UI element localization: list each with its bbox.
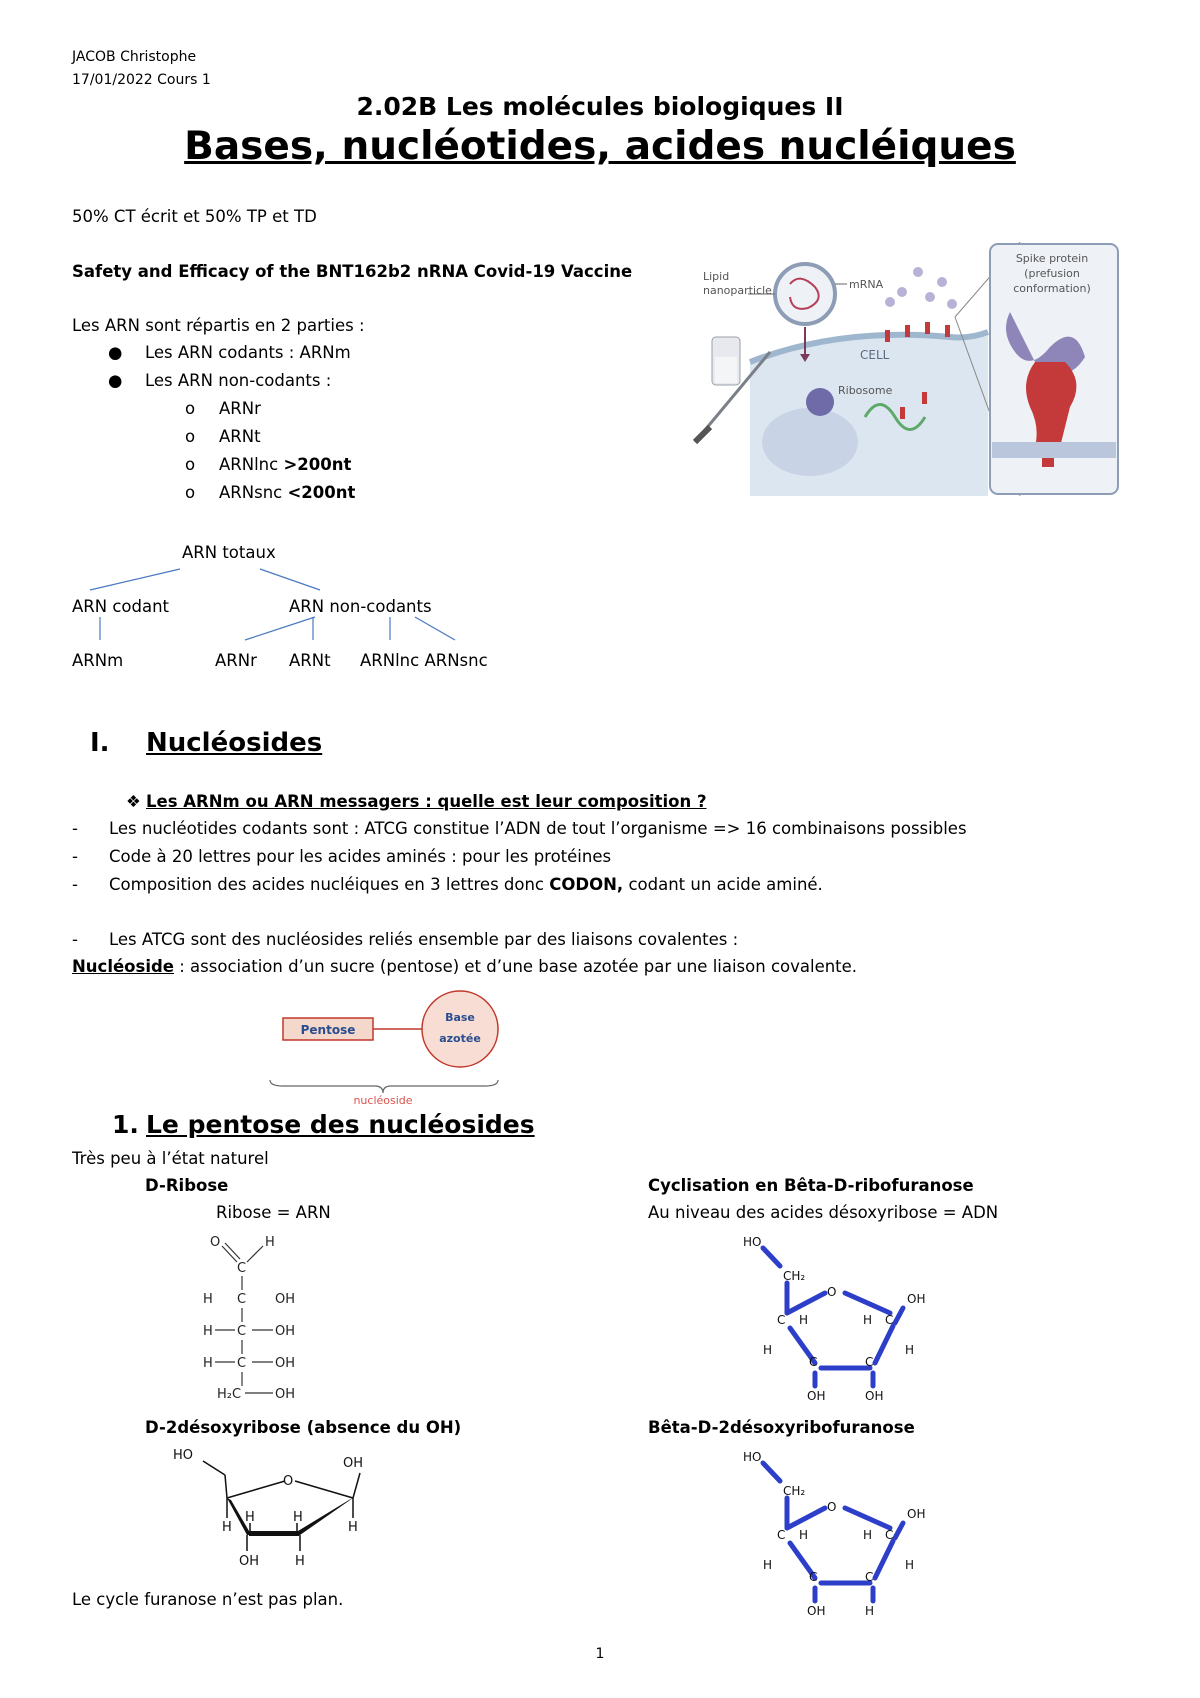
ribosome-icon bbox=[806, 388, 834, 416]
section-numeral: I. bbox=[90, 728, 110, 758]
sub-item-arnr: ARNr bbox=[219, 399, 261, 418]
svg-text:CH₂: CH₂ bbox=[783, 1484, 806, 1498]
sub-bullet-marker: o bbox=[185, 427, 196, 446]
svg-text:HO: HO bbox=[743, 1450, 762, 1464]
svg-text:C: C bbox=[809, 1355, 818, 1369]
bullet-arn-codants: Les ARN codants : ARNm bbox=[145, 343, 351, 362]
lipid-nanoparticle-icon bbox=[775, 264, 835, 324]
svg-text:H: H bbox=[295, 1554, 305, 1569]
svg-text:C: C bbox=[237, 1261, 247, 1276]
svg-text:HO: HO bbox=[173, 1448, 194, 1463]
svg-text:H: H bbox=[763, 1558, 773, 1572]
cell-label: CELL bbox=[860, 348, 890, 362]
sub-bullet-marker: o bbox=[185, 455, 196, 474]
dash-marker: - bbox=[72, 847, 78, 866]
ribosome-label: Ribosome bbox=[838, 384, 893, 397]
sub-bullet-marker: o bbox=[185, 399, 196, 418]
evaluation-text: 50% CT écrit et 50% TP et TD bbox=[72, 207, 317, 226]
svg-text:OH: OH bbox=[275, 1356, 296, 1371]
svg-text:OH: OH bbox=[807, 1604, 826, 1618]
svg-text:H: H bbox=[905, 1558, 915, 1572]
sub-item-arnsnc: ARNsnc <200nt bbox=[219, 483, 356, 502]
svg-text:OH: OH bbox=[907, 1507, 926, 1521]
d-deoxyribose-structure bbox=[165, 1443, 395, 1583]
svg-text:C: C bbox=[237, 1292, 247, 1307]
svg-text:OH: OH bbox=[343, 1456, 364, 1471]
d-ribose-structure bbox=[195, 1228, 305, 1408]
svg-text:H: H bbox=[348, 1520, 358, 1535]
mrna-label: mRNA bbox=[849, 278, 884, 291]
svg-text:C: C bbox=[865, 1355, 874, 1369]
svg-text:H: H bbox=[222, 1520, 232, 1535]
svg-text:H: H bbox=[203, 1324, 213, 1339]
svg-text:H: H bbox=[203, 1292, 213, 1307]
svg-text:OH: OH bbox=[807, 1389, 826, 1403]
svg-text:OH: OH bbox=[275, 1292, 296, 1307]
svg-text:O: O bbox=[210, 1235, 221, 1250]
svg-text:CH₂: CH₂ bbox=[783, 1269, 806, 1283]
dash-item-atcg: Les ATCG sont des nucléosides reliés ensemble par des liaisons covalentes : bbox=[109, 930, 739, 949]
svg-text:H: H bbox=[865, 1604, 875, 1618]
tree-edge bbox=[245, 617, 315, 640]
svg-text:C: C bbox=[777, 1528, 786, 1542]
date-course: 17/01/2022 Cours 1 bbox=[72, 72, 211, 88]
nucleoside-diagram bbox=[265, 985, 515, 1105]
subsection-title: Le pentose des nucléosides bbox=[146, 1110, 535, 1139]
tree-root: ARN totaux bbox=[182, 543, 276, 562]
vaccine-illustration bbox=[690, 242, 1120, 496]
svg-text:OH: OH bbox=[907, 1292, 926, 1306]
diamond-bullet-icon: ❖ bbox=[126, 792, 141, 811]
cyclisation-title: Cyclisation en Bêta-D-ribofuranose bbox=[648, 1176, 974, 1195]
svg-text:C: C bbox=[885, 1313, 894, 1327]
svg-text:O: O bbox=[827, 1285, 837, 1299]
sub-item-arnlnc: ARNlnc >200nt bbox=[219, 455, 352, 474]
subsection-number: 1. bbox=[112, 1110, 139, 1139]
dash-item-nucleotides: Les nucléotides codants sont : ATCG constitue l’ADN de tout l’organisme => 16 combinaisons possibles bbox=[109, 819, 967, 838]
base-label-2: azotée bbox=[439, 1032, 481, 1045]
svg-text:OH: OH bbox=[239, 1554, 260, 1569]
svg-text:C: C bbox=[777, 1313, 786, 1327]
composition-question: Les ARNm ou ARN messagers : quelle est leur composition ? bbox=[146, 792, 707, 811]
deoxyribose-title: D-2désoxyribose (absence du OH) bbox=[145, 1418, 462, 1437]
bullet-arn-non-codants: Les ARN non-codants : bbox=[145, 371, 332, 390]
svg-text:H: H bbox=[203, 1356, 213, 1371]
svg-text:H: H bbox=[293, 1510, 303, 1525]
natural-state-text: Très peu à l’état naturel bbox=[72, 1149, 269, 1168]
tree-leaf-arnr: ARNr bbox=[215, 651, 257, 670]
dash-item-codon: Composition des acides nucléiques en 3 lettres donc CODON, codant un acide aminé. bbox=[109, 875, 823, 894]
spike-label-1: Spike protein bbox=[1015, 252, 1089, 265]
svg-text:C: C bbox=[865, 1570, 874, 1584]
base-label-1: Base bbox=[445, 1011, 475, 1024]
ribose-title: D-Ribose bbox=[145, 1176, 229, 1195]
tree-edge bbox=[415, 617, 455, 640]
svg-text:H₂C: H₂C bbox=[217, 1387, 242, 1402]
arn-parts-text: Les ARN sont répartis en 2 parties : bbox=[72, 316, 365, 335]
brace bbox=[270, 1080, 498, 1093]
bullet-dot: ● bbox=[108, 343, 123, 362]
main-title: Bases, nucléotides, acides nucléiques bbox=[184, 124, 1016, 169]
tree-leaf-arnm: ARNm bbox=[72, 651, 124, 670]
lipid-label-2: nanoparticle bbox=[703, 284, 772, 297]
furanose-note: Le cycle furanose n’est pas plan. bbox=[72, 1590, 344, 1609]
svg-text:OH: OH bbox=[275, 1387, 296, 1402]
svg-text:C: C bbox=[237, 1356, 247, 1371]
sub-item-arnt: ARNt bbox=[219, 427, 261, 446]
dash-marker: - bbox=[72, 819, 78, 838]
svg-text:O: O bbox=[827, 1500, 837, 1514]
svg-text:H: H bbox=[763, 1343, 773, 1357]
nucleoside-caption: nucléoside bbox=[353, 1094, 413, 1105]
svg-text:H: H bbox=[863, 1528, 873, 1542]
sub-bullet-marker: o bbox=[185, 483, 196, 502]
svg-text:OH: OH bbox=[865, 1389, 884, 1403]
bullet-dot: ● bbox=[108, 371, 123, 390]
svg-text:C: C bbox=[809, 1570, 818, 1584]
svg-text:H: H bbox=[799, 1528, 809, 1542]
nucleoside-definition: Nucléoside : association d’un sucre (pentose) et d’une base azotée par une liaison covalente. bbox=[72, 957, 858, 976]
dash-item-code-20: Code à 20 lettres pour les acides aminés : pour les protéines bbox=[109, 847, 612, 866]
tree-edge bbox=[260, 569, 320, 590]
cyclisation-subtitle: Au niveau des acides désoxyribose = ADN bbox=[648, 1203, 999, 1222]
tree-left: ARN codant bbox=[72, 597, 170, 616]
spike-label-2: (prefusion bbox=[1024, 267, 1080, 280]
svg-text:H: H bbox=[799, 1313, 809, 1327]
vaccine-title: Safety and Efficacy of the BNT162b2 nRNA Covid-19 Vaccine bbox=[72, 262, 633, 281]
svg-text:C: C bbox=[885, 1528, 894, 1542]
svg-text:OH: OH bbox=[275, 1324, 296, 1339]
beta-deoxyribofuranose-structure bbox=[725, 1443, 935, 1623]
ribose-subtitle: Ribose = ARN bbox=[216, 1203, 331, 1222]
tree-leaf-lnc-snc: ARNlnc ARNsnc bbox=[360, 651, 488, 670]
tree-right: ARN non-codants bbox=[289, 597, 432, 616]
svg-text:H: H bbox=[245, 1510, 255, 1525]
svg-text:H: H bbox=[863, 1313, 873, 1327]
section-title: Nucléosides bbox=[146, 728, 323, 758]
base-circle bbox=[422, 991, 498, 1067]
lipid-label-1: Lipid bbox=[703, 270, 730, 283]
dash-marker: - bbox=[72, 930, 78, 949]
author: JACOB Christophe bbox=[72, 49, 197, 65]
beta-deoxyribofuranose-title: Bêta-D-2désoxyribofuranose bbox=[648, 1418, 915, 1437]
beta-ribofuranose-structure bbox=[725, 1228, 935, 1408]
svg-text:C: C bbox=[237, 1324, 247, 1339]
subtitle: 2.02B Les molécules biologiques II bbox=[356, 92, 844, 121]
tree-leaf-arnt: ARNt bbox=[289, 651, 331, 670]
svg-text:HO: HO bbox=[743, 1235, 762, 1249]
dash-marker: - bbox=[72, 875, 78, 894]
page-number: 1 bbox=[595, 1646, 605, 1662]
svg-text:O: O bbox=[283, 1474, 294, 1489]
pentose-label: Pentose bbox=[300, 1023, 356, 1037]
svg-text:H: H bbox=[265, 1235, 275, 1250]
spike-label-3: conformation) bbox=[1013, 282, 1091, 295]
svg-text:H: H bbox=[905, 1343, 915, 1357]
tree-edge bbox=[90, 569, 180, 590]
